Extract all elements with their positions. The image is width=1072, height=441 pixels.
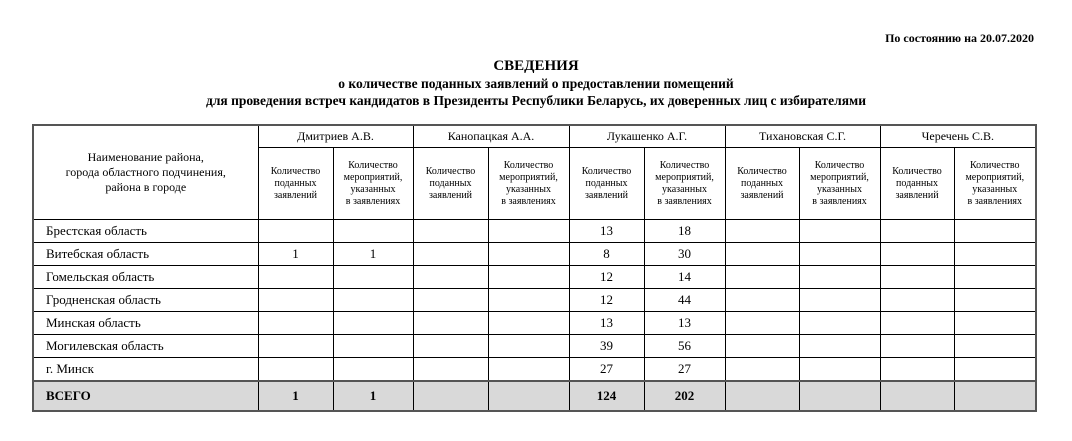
value-cell: 13 xyxy=(644,312,725,335)
value-cell xyxy=(488,312,569,335)
value-cell xyxy=(258,266,333,289)
title-line-1: СВЕДЕНИЯ xyxy=(493,58,579,74)
value-cell xyxy=(725,312,799,335)
table-row xyxy=(33,335,1036,358)
value-cell xyxy=(725,220,799,243)
applications-count-header: Количество поданных заявлений xyxy=(258,148,333,220)
value-cell xyxy=(954,289,1036,312)
table-row xyxy=(33,289,1036,312)
title-line-2: о количестве поданных заявлений о предоставлении помещений xyxy=(338,76,734,91)
events-count-header: Количество мероприятий, указанных в заявлениях xyxy=(333,148,413,220)
value-cell xyxy=(799,266,880,289)
value-cell xyxy=(880,289,954,312)
value-cell xyxy=(488,266,569,289)
region-name: Витебская область xyxy=(33,243,258,266)
events-count-header: Количество мероприятий, указанных в заявлениях xyxy=(954,148,1036,220)
value-cell xyxy=(725,289,799,312)
table-row xyxy=(33,358,1036,382)
events-count-header: Количество мероприятий, указанных в заявлениях xyxy=(799,148,880,220)
value-cell xyxy=(258,220,333,243)
value-cell xyxy=(954,266,1036,289)
value-cell xyxy=(880,335,954,358)
value-cell: 56 xyxy=(644,335,725,358)
value-cell xyxy=(333,312,413,335)
total-cell xyxy=(725,381,799,411)
applications-table xyxy=(32,124,1037,412)
value-cell xyxy=(725,266,799,289)
total-label: ВСЕГО xyxy=(33,381,258,411)
value-cell xyxy=(799,312,880,335)
value-cell: 13 xyxy=(569,312,644,335)
value-cell xyxy=(799,243,880,266)
value-cell: 13 xyxy=(569,220,644,243)
value-cell xyxy=(954,220,1036,243)
value-cell xyxy=(413,289,488,312)
table-row xyxy=(33,266,1036,289)
events-count-header: Количество мероприятий, указанных в заявлениях xyxy=(644,148,725,220)
value-cell xyxy=(799,220,880,243)
total-row xyxy=(33,381,1036,411)
candidate-header: Дмитриев А.В. xyxy=(258,125,413,148)
document-title xyxy=(0,58,1072,109)
value-cell xyxy=(488,358,569,382)
value-cell xyxy=(954,335,1036,358)
value-cell: 1 xyxy=(333,243,413,266)
value-cell: 14 xyxy=(644,266,725,289)
value-cell: 12 xyxy=(569,266,644,289)
value-cell xyxy=(488,335,569,358)
total-cell: 124 xyxy=(569,381,644,411)
title-line-3: для проведения встреч кандидатов в Президенты Республики Беларусь, их доверенных лиц с избирателями xyxy=(205,93,867,108)
total-cell xyxy=(954,381,1036,411)
value-cell xyxy=(413,358,488,382)
value-cell: 39 xyxy=(569,335,644,358)
region-name: Гомельская область xyxy=(33,266,258,289)
value-cell xyxy=(258,358,333,382)
value-cell xyxy=(333,335,413,358)
total-cell xyxy=(799,381,880,411)
table-row xyxy=(33,312,1036,335)
value-cell xyxy=(413,243,488,266)
value-cell xyxy=(880,220,954,243)
candidate-header: Черечень С.В. xyxy=(880,125,1036,148)
value-cell: 44 xyxy=(644,289,725,312)
value-cell xyxy=(954,312,1036,335)
candidate-header: Канопацкая А.А. xyxy=(413,125,569,148)
value-cell xyxy=(799,335,880,358)
value-cell xyxy=(413,266,488,289)
value-cell xyxy=(333,266,413,289)
applications-count-header: Количество поданных заявлений xyxy=(880,148,954,220)
value-cell: 18 xyxy=(644,220,725,243)
value-cell xyxy=(880,312,954,335)
total-cell xyxy=(880,381,954,411)
value-cell xyxy=(725,358,799,382)
value-cell xyxy=(333,220,413,243)
value-cell xyxy=(880,358,954,382)
value-cell: 1 xyxy=(258,243,333,266)
value-cell xyxy=(725,243,799,266)
region-name: Минская область xyxy=(33,312,258,335)
table-row xyxy=(33,220,1036,243)
value-cell xyxy=(413,335,488,358)
value-cell xyxy=(413,312,488,335)
value-cell: 27 xyxy=(644,358,725,382)
region-name: г. Минск xyxy=(33,358,258,382)
value-cell xyxy=(413,220,488,243)
candidate-header: Тихановская С.Г. xyxy=(725,125,880,148)
value-cell xyxy=(333,289,413,312)
value-cell: 8 xyxy=(569,243,644,266)
total-cell: 202 xyxy=(644,381,725,411)
total-cell xyxy=(488,381,569,411)
value-cell xyxy=(799,289,880,312)
region-name: Гродненская область xyxy=(33,289,258,312)
total-cell: 1 xyxy=(333,381,413,411)
value-cell xyxy=(488,220,569,243)
value-cell xyxy=(333,358,413,382)
applications-count-header: Количество поданных заявлений xyxy=(413,148,488,220)
region-name: Могилевская область xyxy=(33,335,258,358)
total-cell: 1 xyxy=(258,381,333,411)
total-cell xyxy=(413,381,488,411)
value-cell: 12 xyxy=(569,289,644,312)
value-cell xyxy=(954,243,1036,266)
value-cell xyxy=(880,243,954,266)
as-of-date: По состоянию на 20.07.2020 xyxy=(885,31,1034,45)
value-cell xyxy=(488,289,569,312)
value-cell: 27 xyxy=(569,358,644,382)
value-cell xyxy=(799,358,880,382)
value-cell xyxy=(954,358,1036,382)
value-cell xyxy=(258,289,333,312)
events-count-header: Количество мероприятий, указанных в заявлениях xyxy=(488,148,569,220)
value-cell xyxy=(725,335,799,358)
applications-count-header: Количество поданных заявлений xyxy=(569,148,644,220)
value-cell xyxy=(880,266,954,289)
value-cell: 30 xyxy=(644,243,725,266)
value-cell xyxy=(258,312,333,335)
value-cell xyxy=(488,243,569,266)
region-name-header: Наименование района, города областного подчинения, района в городе xyxy=(33,125,258,220)
value-cell xyxy=(258,335,333,358)
region-name: Брестская область xyxy=(33,220,258,243)
table-row xyxy=(33,243,1036,266)
candidate-header: Лукашенко А.Г. xyxy=(569,125,725,148)
applications-count-header: Количество поданных заявлений xyxy=(725,148,799,220)
